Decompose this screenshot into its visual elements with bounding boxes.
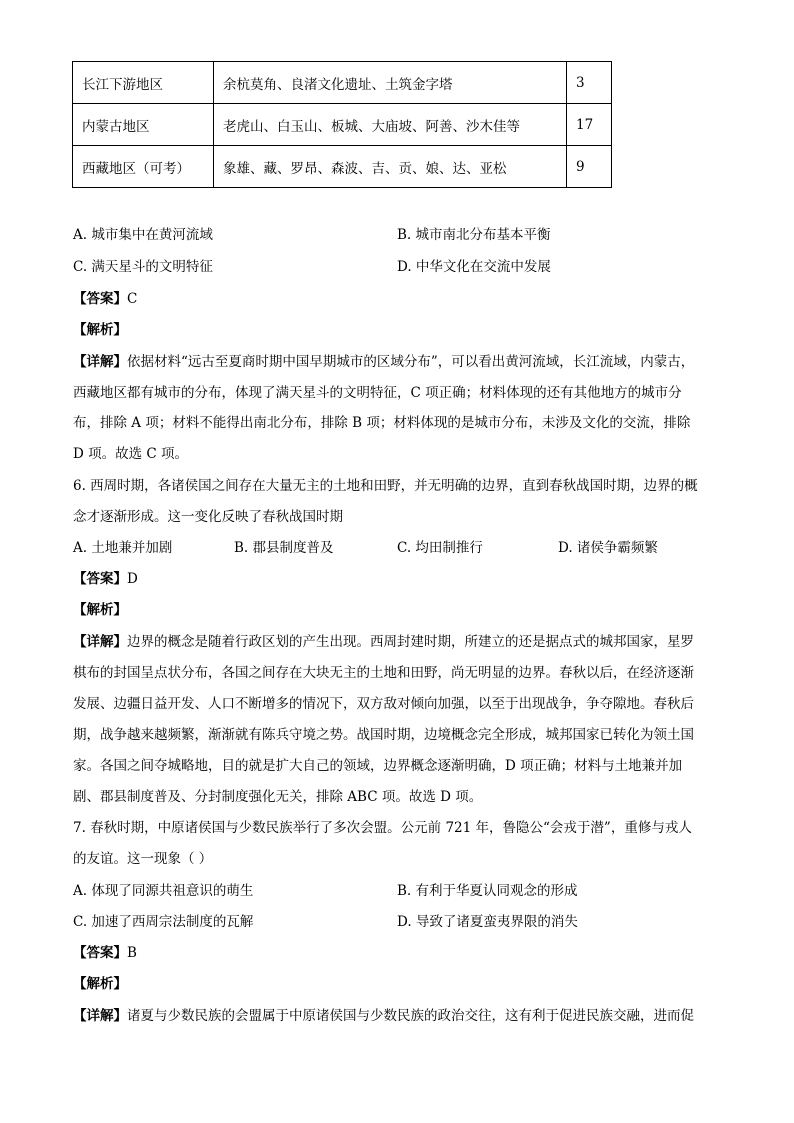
q7-option-c: C. 加速了西周宗法制度的瓦解 xyxy=(73,914,254,930)
q5-option-b: B. 城市南北分布基本平衡 xyxy=(397,227,551,243)
q6-analysis-label: 【解析】 xyxy=(73,602,127,618)
answer-value: D xyxy=(127,571,138,587)
table-cell-region: 西藏地区（可考） xyxy=(73,146,214,188)
table-cell-count: 3 xyxy=(567,62,612,104)
q6-option-a: A. 土地兼并加剧 xyxy=(73,540,173,556)
answer-label: 【答案】 xyxy=(73,291,127,307)
table-cell-region: 长江下游地区 xyxy=(73,62,214,104)
table-cell-count: 9 xyxy=(567,146,612,188)
q5-option-c: C. 满天星斗的文明特征 xyxy=(73,259,213,275)
q7-option-a: A. 体现了同源共祖意识的萌生 xyxy=(73,883,254,899)
table-cell-sites: 老虎山、白玉山、板城、大庙坡、阿善、沙木佳等 xyxy=(214,104,567,146)
q6-stem-line: 6. 西周时期，各诸侯国之间存在大量无主的土地和田野，并无明确的边界，直到春秋战国时期，边界的概 xyxy=(73,478,698,494)
answer-value: B xyxy=(127,945,137,961)
q7-answer xyxy=(73,944,137,962)
q7-stem-line: 7. 春秋时期，中原诸侯国与少数民族举行了多次会盟。公元前 721 年，鲁隐公“会戎于潜”，重修与戎人 xyxy=(73,820,692,836)
table-row xyxy=(73,146,612,188)
q7-analysis-label: 【解析】 xyxy=(73,976,127,992)
q6-detail-line: 棋布的封国呈点状分布，各国之间存在大块无主的土地和田野，尚无明显的边界。春秋以后，在经济逐渐 xyxy=(73,665,694,681)
table-cell-region: 内蒙古地区 xyxy=(73,104,214,146)
detail-label: 【详解】 xyxy=(73,1008,127,1024)
q6-detail-line: 期，战争越来越频繁，渐渐就有陈兵守境之势。战国时期，边境概念完全形成，城邦国家已转化为领土国 xyxy=(73,727,694,743)
detail-label: 【详解】 xyxy=(73,354,127,370)
answer-label: 【答案】 xyxy=(73,571,127,587)
q6-stem-line: 念才逐渐形成。这一变化反映了春秋战国时期 xyxy=(73,509,343,525)
answer-label: 【答案】 xyxy=(73,945,127,961)
table-cell-count: 17 xyxy=(567,104,612,146)
detail-text: 诸夏与少数民族的会盟属于中原诸侯国与少数民族的政治交往，这有利于促进民族交融，进而促 xyxy=(127,1008,694,1024)
q5-detail-line: D 项。故选 C 项。 xyxy=(73,446,189,462)
q6-detail-line: 发展、边疆日益开发、人口不断增多的情况下，双方敌对倾向加强，以至于出现战争，争夺隙地。春秋后 xyxy=(73,696,694,712)
q6-detail-line: 家。各国之间夺城略地，目的就是扩大自己的领域，边界概念逐渐明确，D 项正确；材料与土地兼并加 xyxy=(73,758,683,774)
q7-detail-line xyxy=(73,1007,694,1025)
q5-answer xyxy=(73,290,137,308)
q5-detail-line: 西藏地区都有城市的分布，体现了满天星斗的文明特征，C 项正确；材料体现的还有其他地方的城市分 xyxy=(73,385,682,401)
detail-text: 依据材料“远古至夏商时期中国早期城市的区域分布”，可以看出黄河流域，长江流域，内蒙古， xyxy=(127,354,695,370)
q7-option-b: B. 有利于华夏认同观念的形成 xyxy=(397,883,578,899)
q6-option-d: D. 诸侯争霸频繁 xyxy=(558,540,658,556)
q5-detail-line: 布，排除 A 项；材料不能得出南北分布，排除 B 项；材料体现的是城市分布，未涉及文化的交流，排除 xyxy=(73,415,691,431)
detail-label: 【详解】 xyxy=(73,634,127,650)
table-cell-sites: 象雄、藏、罗昂、森波、吉、贡、娘、达、亚松 xyxy=(214,146,567,188)
answer-value: C xyxy=(127,291,138,307)
q6-option-b: B. 郡县制度普及 xyxy=(234,540,334,556)
q6-detail-line: 剧、郡县制度普及、分封制度强化无关，排除 ABC 项。故选 D 项。 xyxy=(73,789,483,805)
q7-option-d: D. 导致了诸夏蛮夷界限的消失 xyxy=(397,914,578,930)
table-cell-sites: 余杭莫角、良渚文化遗址、土筑金字塔 xyxy=(214,62,567,104)
q5-analysis-label: 【解析】 xyxy=(73,322,127,338)
q5-option-a: A. 城市集中在黄河流域 xyxy=(73,227,213,243)
q6-answer xyxy=(73,570,138,588)
q6-option-c: C. 均田制推行 xyxy=(397,540,483,556)
table-row xyxy=(73,62,612,104)
q6-detail-line xyxy=(73,633,694,651)
q5-option-d: D. 中华文化在交流中发展 xyxy=(397,259,551,275)
table-row xyxy=(73,104,612,146)
region-city-table xyxy=(72,61,612,188)
detail-text: 边界的概念是随着行政区划的产生出现。西周封建时期，所建立的还是据点式的城邦国家，星罗 xyxy=(127,634,694,650)
q7-stem-line: 的友谊。这一现象（ ） xyxy=(73,851,213,867)
q5-detail-line xyxy=(73,353,694,371)
